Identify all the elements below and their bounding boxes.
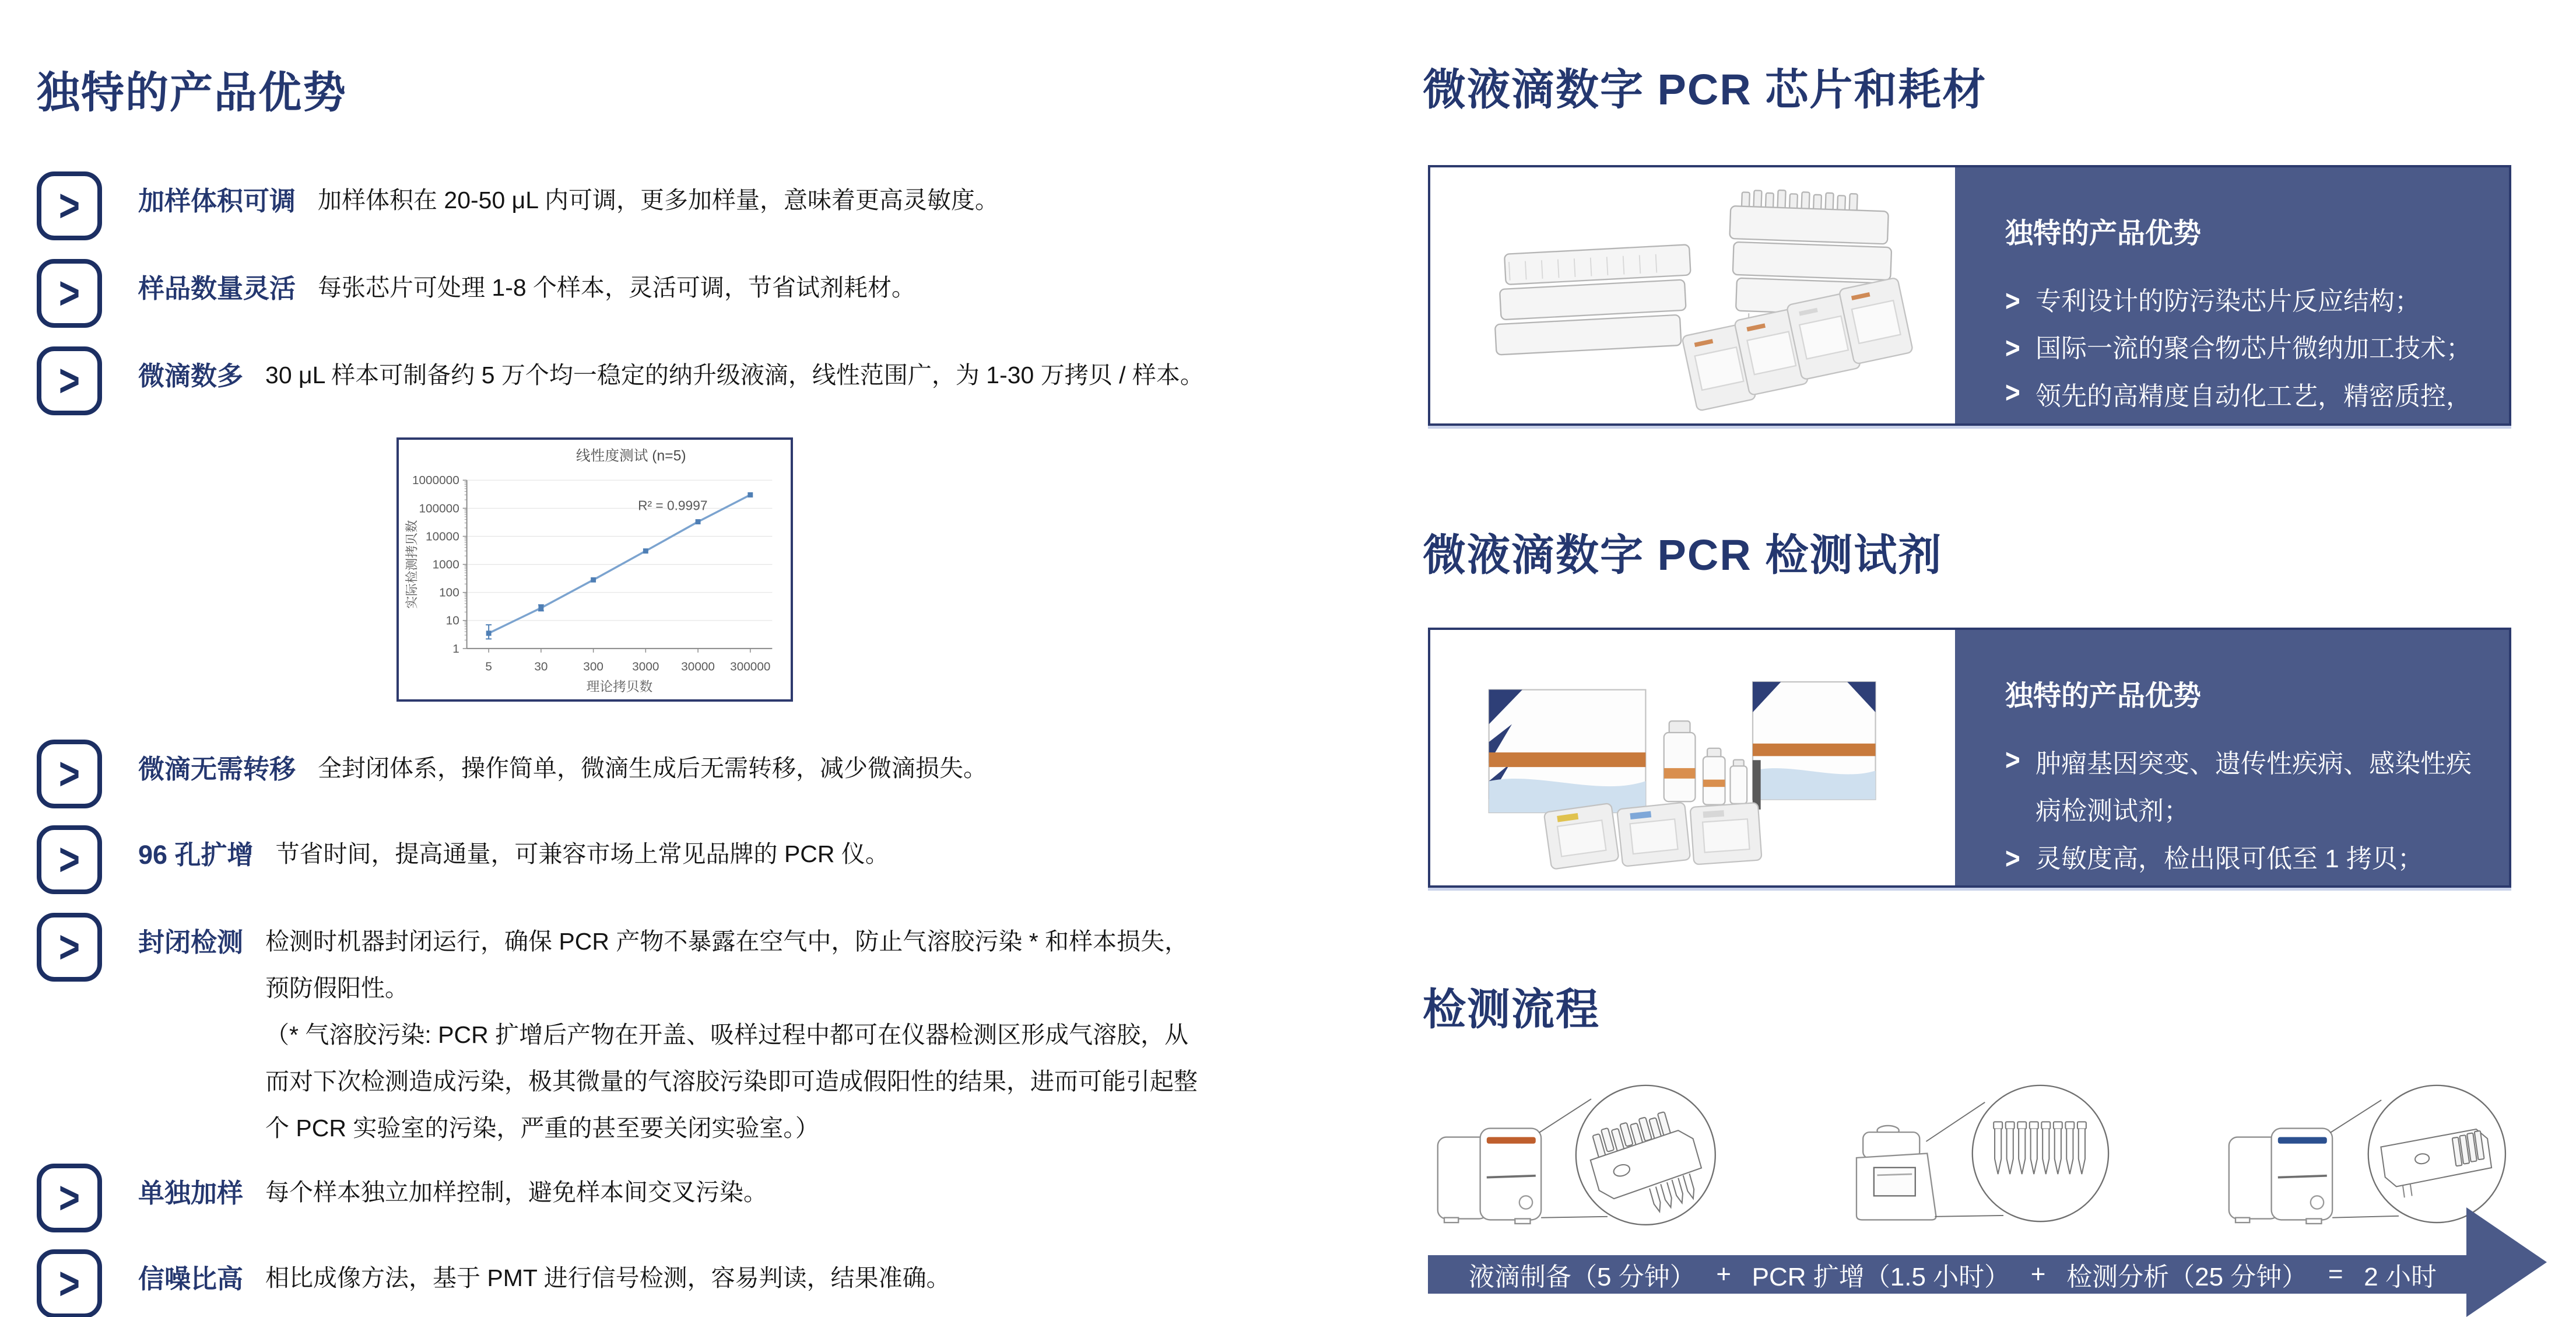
bullet-title: 单独加样 bbox=[138, 1178, 244, 1208]
panel-item: > 肿瘤基因突变、遗传性疾病、感染性疾病检测试剂； bbox=[2005, 740, 2474, 835]
banner-step-analysis: 检测分析（25 分钟） bbox=[2066, 1263, 2308, 1291]
bullet-text: 30 μL 样本可制备约 5 万个均一稳定的纳升级液滴，线性范围广，为 1-30 万拷贝 / 样本。 bbox=[265, 362, 1204, 388]
bullet-96well bbox=[37, 824, 1209, 894]
svg-text:3000: 3000 bbox=[632, 660, 659, 674]
bullet-snr bbox=[37, 1248, 1209, 1317]
panel-item: > 国际一流的聚合物芯片微纳加工技术； bbox=[2005, 325, 2474, 372]
bullet-title: 样品数量灵活 bbox=[138, 274, 296, 303]
chip-stack-illustration bbox=[1442, 173, 1943, 418]
chips-info-box bbox=[1428, 165, 2511, 458]
bullet-text: 检测时机器封闭运行，确保 PCR 产物不暴露在空气中，防止气溶胶污染 * 和样本损失，预防假阳性。 bbox=[265, 928, 1189, 1001]
panel-title: 独特的产品优势 bbox=[2005, 218, 2202, 249]
banner-plus: + bbox=[2030, 1260, 2046, 1288]
panel-title: 独特的产品优势 bbox=[2005, 681, 2202, 712]
chevron-box-icon: > bbox=[37, 171, 102, 240]
reagent-product-image bbox=[1430, 630, 1955, 885]
banner-plus: + bbox=[1716, 1260, 1732, 1288]
workflow-illustrations bbox=[1428, 1076, 2524, 1239]
bullet-no-transfer bbox=[37, 738, 1209, 808]
linearity-chart bbox=[396, 437, 793, 702]
chips-advantage-panel bbox=[1955, 167, 2509, 458]
chip-product-image bbox=[1430, 167, 1955, 423]
svg-text:1: 1 bbox=[452, 642, 459, 656]
bullet-title: 微滴无需转移 bbox=[138, 754, 296, 784]
chevron-icon: > bbox=[2005, 376, 2020, 409]
chevron-icon: > bbox=[2005, 285, 2020, 318]
svg-text:实际检测拷贝数: 实际检测拷贝数 bbox=[404, 520, 419, 609]
bullet-text: 加样体积在 20-50 μL 内可调，更多加样量，意味着更高灵敏度。 bbox=[318, 187, 999, 213]
banner-step-droplet: 液滴制备（5 分钟） bbox=[1469, 1263, 1696, 1291]
bullet-title: 信噪比高 bbox=[138, 1264, 244, 1294]
svg-text:10: 10 bbox=[445, 614, 459, 628]
chevron-box-icon: > bbox=[37, 259, 102, 328]
bullet-text: 每个样本独立加样控制，避免样本间交叉污染。 bbox=[265, 1179, 768, 1206]
panel-item: > 领先的高精度自动化工艺，精密质控，确保品质。 bbox=[2005, 373, 2474, 468]
bullet-text: 全封闭体系，操作简单，微滴生成后无需转移，减少微滴损失。 bbox=[318, 755, 988, 782]
section-title-reagents: 微液滴数字 PCR 检测试剂 bbox=[1423, 531, 1943, 579]
left-page-title: 独特的产品优势 bbox=[37, 68, 347, 117]
bullet-sample-volume bbox=[37, 170, 1209, 240]
bullet-text: 每张芯片可处理 1-8 个样本，灵活可调，节省试剂耗材。 bbox=[318, 274, 916, 301]
svg-text:1000: 1000 bbox=[432, 558, 459, 572]
section-title-workflow: 检测流程 bbox=[1423, 985, 1600, 1034]
reagent-kit-illustration bbox=[1442, 632, 1943, 883]
banner-arrow-icon bbox=[2466, 1207, 2547, 1317]
bullet-title: 96 孔扩增 bbox=[138, 840, 254, 870]
bullet-title: 微滴数多 bbox=[138, 361, 244, 391]
banner-step-pcr: PCR 扩增（1.5 小时） bbox=[1752, 1263, 2010, 1291]
svg-text:30: 30 bbox=[534, 660, 548, 674]
bullet-text: 节省时间，提高通量，可兼容市场上常见品牌的 PCR 仪。 bbox=[275, 840, 889, 867]
svg-text:300000: 300000 bbox=[730, 660, 771, 674]
svg-text:1000000: 1000000 bbox=[412, 474, 459, 488]
chevron-box-icon: > bbox=[37, 346, 102, 415]
bullet-independent-loading bbox=[37, 1162, 1209, 1232]
svg-text:理论拷贝数: 理论拷贝数 bbox=[586, 679, 653, 695]
svg-text:线性度测试 (n=5): 线性度测试 (n=5) bbox=[575, 448, 686, 464]
chevron-box-icon: > bbox=[37, 825, 102, 894]
chevron-box-icon: > bbox=[37, 913, 102, 982]
bullet-sample-count bbox=[37, 258, 1209, 328]
chevron-icon: > bbox=[2005, 332, 2020, 366]
svg-text:10000: 10000 bbox=[426, 530, 459, 544]
chevron-icon: > bbox=[2005, 889, 2020, 923]
chevron-icon: > bbox=[2005, 842, 2020, 875]
bullet-title: 封闭检测 bbox=[138, 927, 244, 957]
bullet-note: （* 气溶胶污染: PCR 扩增后产物在开盖、吸样过程中都可在仪器检测区形成气溶胶，从而对下次检测造成污染，极其微量的气溶胶污染即可造成假阳性的结果，进而可能引起整个 PCR 实验室的污染，严重的甚至要关闭实验室。） bbox=[265, 1021, 1198, 1141]
section-title-chips: 微液滴数字 PCR 芯片和耗材 bbox=[1423, 65, 1987, 114]
panel-item: > 灵敏度高，检出限可低至 1 拷贝； bbox=[2005, 835, 2474, 882]
banner-total-time: 2 小时 bbox=[2364, 1263, 2437, 1291]
reagents-advantage-panel bbox=[1955, 630, 2509, 923]
chevron-box-icon: > bbox=[37, 1249, 102, 1317]
svg-text:R² = 0.9997: R² = 0.9997 bbox=[638, 498, 708, 513]
panel-item: > 精准定量，可准确检出靶分子数目。 bbox=[2005, 882, 2474, 930]
pcr-thermocycler-illustration bbox=[1824, 1076, 2129, 1239]
droplet-prep-instrument-illustration bbox=[1428, 1076, 1733, 1239]
chevron-icon: > bbox=[2005, 744, 2020, 777]
workflow-time-banner bbox=[1428, 1255, 2472, 1294]
svg-text:100000: 100000 bbox=[419, 502, 459, 516]
svg-text:30000: 30000 bbox=[681, 660, 715, 674]
chevron-box-icon: > bbox=[37, 1164, 102, 1232]
bullet-closed-detection bbox=[37, 912, 1209, 1152]
svg-text:5: 5 bbox=[485, 660, 492, 674]
bullet-droplet-count bbox=[37, 345, 1209, 415]
svg-text:300: 300 bbox=[583, 660, 603, 674]
svg-text:100: 100 bbox=[439, 586, 459, 600]
linearity-chart-svg bbox=[399, 440, 791, 699]
bullet-title: 加样体积可调 bbox=[138, 186, 296, 216]
chevron-box-icon: > bbox=[37, 740, 102, 808]
reagents-info-box bbox=[1428, 628, 2511, 923]
banner-equals: = bbox=[2328, 1260, 2343, 1288]
panel-item: > 专利设计的防污染芯片反应结构； bbox=[2005, 278, 2474, 325]
bullet-text: 相比成像方法，基于 PMT 进行信号检测，容易判读，结果准确。 bbox=[265, 1265, 950, 1291]
